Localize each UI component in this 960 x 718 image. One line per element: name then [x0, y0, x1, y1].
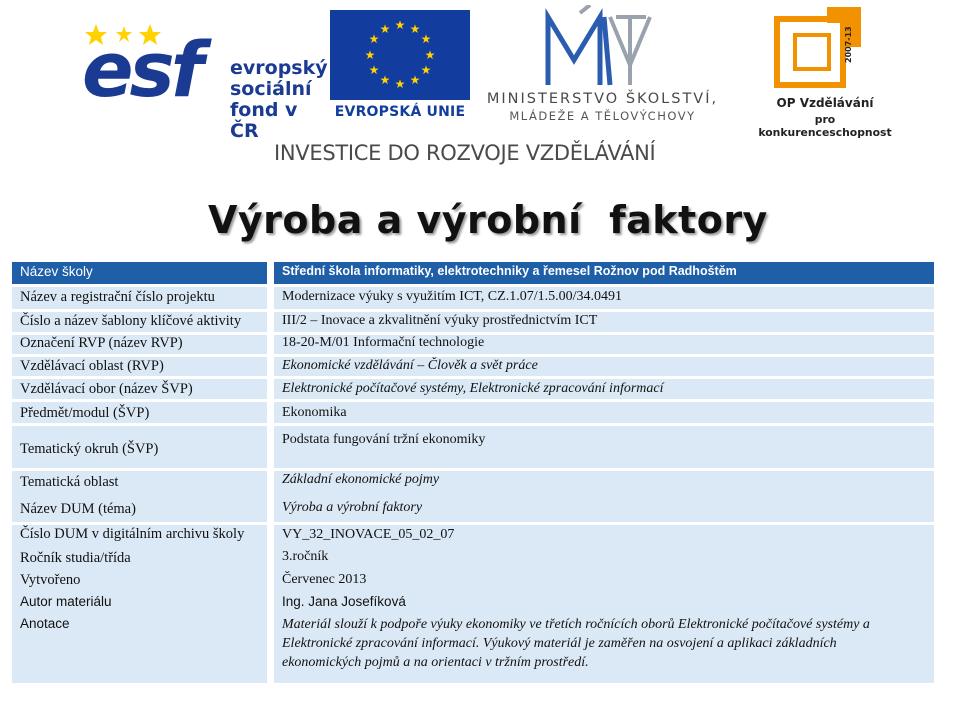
- value-created: Červenec 2013: [282, 572, 367, 587]
- value-rvp: 18-20-M/01 Informační technologie: [282, 335, 485, 350]
- value-template: III/2 – Inovace a zkvalitnění výuky prostřednictvím ICT: [282, 313, 598, 328]
- esf-caption-line: fond v ČR: [230, 99, 298, 142]
- label-education-area: Vzdělávací oblast (RVP): [20, 358, 164, 374]
- op-mark-icon: [765, 5, 865, 93]
- svg-text:★: ★: [409, 73, 421, 87]
- label-field: Vzdělávací obor (název ŠVP): [20, 381, 193, 397]
- label-subject: Předmět/modul (ŠVP): [20, 405, 150, 421]
- esf-caption-line: sociální: [230, 78, 312, 100]
- svg-text:★: ★: [368, 63, 380, 77]
- page-title: Výroba a výrobní faktory: [208, 198, 768, 242]
- svg-text:★: ★: [394, 18, 406, 32]
- esf-wordmark: esf: [82, 25, 200, 114]
- row-divider: [12, 309, 934, 312]
- label-thematic-area: Tematická oblast: [20, 474, 119, 490]
- value-education-area: Ekonomické vzdělávání – Člověk a svět práce: [282, 358, 538, 373]
- row-divider: [12, 399, 934, 402]
- eu-logo: [330, 10, 470, 125]
- column-divider: [267, 262, 274, 683]
- msmt-monogram-icon: [540, 5, 660, 90]
- label-thematic-circle: Tematický okruh (ŠVP): [20, 441, 159, 457]
- row-divider: [12, 354, 934, 357]
- label-annotation: Anotace: [20, 616, 70, 631]
- value-thematic-area: Základní ekonomické pojmy: [282, 472, 440, 487]
- slogan: INVESTICE DO ROZVOJE VZDĚLÁVÁNÍ: [274, 141, 656, 165]
- value-field: Elektronické počítačové systémy, Elektronické zpracování informací: [282, 381, 664, 396]
- msmt-line-1: MINISTERSTVO ŠKOLSTVÍ,: [486, 91, 719, 107]
- value-dum-number: VY_32_INOVACE_05_02_07: [282, 527, 455, 542]
- value-school: Střední škola informatiky, elektrotechniky a řemesel Rožnov pod Radhoštěm: [282, 264, 737, 278]
- svg-text:★: ★: [409, 22, 421, 36]
- svg-text:★: ★: [368, 32, 380, 46]
- svg-text:★: ★: [379, 22, 391, 36]
- label-created: Vytvořeno: [20, 572, 81, 588]
- op-logo: [755, 5, 895, 139]
- op-line-1: OP Vzdělávání: [776, 96, 874, 110]
- value-subject: Ekonomika: [282, 405, 347, 420]
- eu-flag-icon: [330, 10, 470, 100]
- logo-bar: [70, 0, 895, 142]
- label-rvp: Označení RVP (název RVP): [20, 335, 183, 351]
- label-dum-number: Číslo DUM v digitálním archivu školy: [20, 526, 245, 542]
- svg-text:★: ★: [364, 48, 376, 62]
- svg-text:★: ★: [420, 63, 432, 77]
- eu-label: EVROPSKÁ UNIE: [334, 104, 466, 120]
- esf-caption: [230, 58, 328, 142]
- value-author: Ing. Jana Josefíková: [282, 594, 406, 609]
- row-divider: [12, 468, 934, 471]
- svg-text:★: ★: [379, 73, 391, 87]
- msmt-line-2: MLÁDEŽE A TĚLOVÝCHOVY: [509, 109, 696, 123]
- esf-caption-line: evropský: [230, 57, 328, 79]
- label-dum-name: Název DUM (téma): [20, 501, 136, 517]
- op-badge: 2007-13: [844, 26, 853, 63]
- op-line-2: pro konkurenceschopnost: [758, 113, 892, 139]
- value-thematic-circle: Podstata fungování tržní ekonomiky: [282, 432, 486, 447]
- row-divider: [12, 522, 934, 525]
- label-template: Číslo a název šablony klíčové aktivity: [20, 313, 242, 329]
- msmt-logo: [480, 5, 725, 123]
- label-school: Název školy: [20, 264, 93, 279]
- info-table: [12, 262, 934, 683]
- value-grade: 3.ročník: [282, 549, 329, 564]
- value-annotation: Materiál slouží k podpoře výuky ekonomiky ve třetích ročnících oborů Elektronické počítačové systémy a Elektronické zpracování informací. Výukový materiál je zaměřen na osvojení a aplikaci základních ekonomických pojmů a na orientaci v tržním prostředí.: [282, 617, 870, 670]
- label-grade: Ročník studia/třída: [20, 550, 131, 566]
- esf-logo: [82, 22, 328, 142]
- value-dum-name: Výroba a výrobní faktory: [282, 500, 423, 515]
- row-divider: [12, 376, 934, 379]
- svg-text:★: ★: [394, 77, 406, 91]
- label-project: Název a registrační číslo projektu: [20, 289, 215, 305]
- label-author: Autor materiálu: [20, 594, 112, 609]
- row-divider: [12, 423, 934, 426]
- svg-text:★: ★: [420, 32, 432, 46]
- value-project: Modernizace výuky s využitím ICT, CZ.1.07/1.5.00/34.0491: [282, 289, 622, 304]
- row-divider: [12, 284, 934, 287]
- svg-text:★: ★: [424, 48, 436, 62]
